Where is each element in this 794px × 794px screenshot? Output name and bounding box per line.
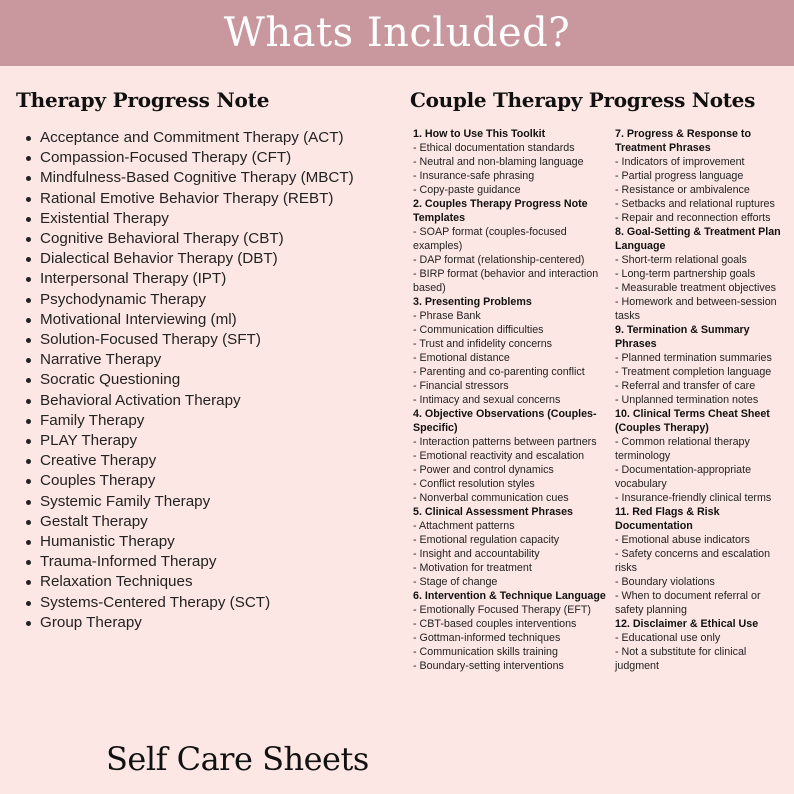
therapy-progress-note-heading: Therapy Progress Note bbox=[16, 88, 270, 112]
therapy-list-item: Narrative Therapy bbox=[26, 350, 386, 370]
toc-section-item: - Financial stressors bbox=[413, 380, 509, 392]
toc-section bbox=[413, 505, 611, 589]
toc-section-item: - BIRP format (behavior and interaction based) bbox=[413, 268, 599, 294]
toc-section bbox=[413, 197, 611, 295]
therapy-list-item: Trauma-Informed Therapy bbox=[26, 552, 386, 572]
toc-section-item: - Phrase Bank bbox=[413, 310, 481, 322]
toc-section-item: - Unplanned termination notes bbox=[615, 394, 759, 406]
toc-section-item: - Indicators of improvement bbox=[615, 156, 745, 168]
toc-section bbox=[615, 617, 787, 673]
therapy-list-item: Systems-Centered Therapy (SCT) bbox=[26, 593, 386, 613]
couple-therapy-heading: Couple Therapy Progress Notes bbox=[410, 88, 756, 112]
toc-section-item: - Communication difficulties bbox=[413, 324, 544, 336]
toc-section-item: - Boundary violations bbox=[615, 576, 715, 588]
therapy-list-item: Existential Therapy bbox=[26, 209, 386, 229]
toc-section-item: - Conflict resolution styles bbox=[413, 478, 535, 490]
toc-section bbox=[615, 225, 787, 323]
toc-section-item: - Ethical documentation standards bbox=[413, 142, 575, 154]
therapy-list-item: PLAY Therapy bbox=[26, 431, 386, 451]
toc-section-item: - Intimacy and sexual concerns bbox=[413, 394, 561, 406]
toc-section bbox=[615, 127, 787, 225]
toc-section-item: - Treatment completion language bbox=[615, 366, 772, 378]
toc-section-title: 6. Intervention & Technique Language bbox=[413, 590, 606, 602]
contents-column-2 bbox=[615, 127, 787, 673]
toc-section-title: 12. Disclaimer & Ethical Use bbox=[615, 618, 759, 630]
toc-section-item: - Common relational therapy terminology bbox=[615, 436, 750, 462]
toc-section-item: - Resistance or ambivalence bbox=[615, 184, 750, 196]
therapy-list-item: Socratic Questioning bbox=[26, 370, 386, 390]
toc-section-item: - Communication skills training bbox=[413, 646, 558, 658]
therapy-list-item: Group Therapy bbox=[26, 613, 386, 633]
toc-section-item: - Emotional distance bbox=[413, 352, 510, 364]
therapy-list-item: Compassion-Focused Therapy (CFT) bbox=[26, 148, 386, 168]
toc-section-title: 2. Couples Therapy Progress Note Templates bbox=[413, 198, 588, 224]
toc-section-item: - Setbacks and relational ruptures bbox=[615, 198, 775, 210]
toc-section-item: - Repair and reconnection efforts bbox=[615, 212, 771, 224]
therapy-list-item: Motivational Interviewing (ml) bbox=[26, 310, 386, 330]
therapy-list-item: Dialectical Behavior Therapy (DBT) bbox=[26, 249, 386, 269]
therapy-list-item: Creative Therapy bbox=[26, 451, 386, 471]
toc-section-item: - SOAP format (couples-focused examples) bbox=[413, 226, 567, 252]
toc-section-item: - Emotionally Focused Therapy (EFT) bbox=[413, 604, 591, 616]
therapy-list-item: Humanistic Therapy bbox=[26, 532, 386, 552]
toc-section-item: - Gottman-informed techniques bbox=[413, 632, 561, 644]
toc-section-title: 3. Presenting Problems bbox=[413, 296, 532, 308]
toc-section bbox=[413, 127, 611, 197]
toc-section bbox=[615, 505, 787, 617]
toc-section-item: - Documentation-appropriate vocabulary bbox=[615, 464, 752, 490]
therapy-list-item: Rational Emotive Behavior Therapy (REBT) bbox=[26, 189, 386, 209]
therapy-list-item: Cognitive Behavioral Therapy (CBT) bbox=[26, 229, 386, 249]
therapy-list-item: Psychodynamic Therapy bbox=[26, 290, 386, 310]
therapy-list-item: Family Therapy bbox=[26, 411, 386, 431]
toc-section-item: - Trust and infidelity concerns bbox=[413, 338, 552, 350]
self-care-sheets-label: Self Care Sheets bbox=[106, 740, 369, 778]
toc-section-title: 4. Objective Observations (Couples-Specific) bbox=[413, 408, 597, 434]
toc-section-item: - Motivation for treatment bbox=[413, 562, 532, 574]
therapy-list-item: Gestalt Therapy bbox=[26, 512, 386, 532]
therapy-list bbox=[16, 128, 386, 633]
toc-section-item: - Insight and accountability bbox=[413, 548, 540, 560]
toc-section-item: - Educational use only bbox=[615, 632, 721, 644]
therapy-progress-note-section bbox=[16, 88, 386, 633]
toc-section-item: - Stage of change bbox=[413, 576, 498, 588]
toc-section-item: - Attachment patterns bbox=[413, 520, 515, 532]
toc-section bbox=[413, 407, 611, 505]
toc-section bbox=[413, 589, 611, 673]
toc-section-title: 11. Red Flags & Risk Documentation bbox=[615, 506, 720, 532]
therapy-list-item: Systemic Family Therapy bbox=[26, 492, 386, 512]
toc-section-title: 7. Progress & Response to Treatment Phrases bbox=[615, 128, 752, 154]
toc-section bbox=[413, 295, 611, 407]
toc-section-title: 10. Clinical Terms Cheat Sheet (Couples Therapy) bbox=[615, 408, 770, 434]
toc-section bbox=[615, 323, 787, 407]
toc-section-item: - Power and control dynamics bbox=[413, 464, 554, 476]
toc-section-item: - Boundary-setting interventions bbox=[413, 660, 564, 672]
toc-section-item: - Partial progress language bbox=[615, 170, 744, 182]
toc-section-item: - Homework and between-session tasks bbox=[615, 296, 777, 322]
toc-section-item: - Emotional regulation capacity bbox=[413, 534, 560, 546]
toc-section-item: - When to document referral or safety planning bbox=[615, 590, 761, 616]
toc-section-item: - Short-term relational goals bbox=[615, 254, 747, 266]
toc-section-item: - Insurance-safe phrasing bbox=[413, 170, 535, 182]
therapy-list-item: Solution-Focused Therapy (SFT) bbox=[26, 330, 386, 350]
toc-section-item: - Nonverbal communication cues bbox=[413, 492, 569, 504]
toc-section-item: - CBT-based couples interventions bbox=[413, 618, 577, 630]
toc-section-item: - Emotional abuse indicators bbox=[615, 534, 750, 546]
toc-section-item: - Not a substitute for clinical judgment bbox=[615, 646, 747, 672]
toc-section-item: - Copy-paste guidance bbox=[413, 184, 521, 196]
toc-section-item: - Planned termination summaries bbox=[615, 352, 772, 364]
therapy-list-item: Mindfulness-Based Cognitive Therapy (MBCT) bbox=[26, 168, 386, 188]
toc-section-item: - Referral and transfer of care bbox=[615, 380, 756, 392]
page-title: Whats Included? bbox=[223, 10, 571, 56]
toc-section-item: - Safety concerns and escalation risks bbox=[615, 548, 771, 574]
therapy-list-item: Relaxation Techniques bbox=[26, 572, 386, 592]
toc-section-item: - Parenting and co-parenting conflict bbox=[413, 366, 585, 378]
toc-section-item: - Long-term partnership goals bbox=[615, 268, 756, 280]
toc-section-item: - Emotional reactivity and escalation bbox=[413, 450, 585, 462]
therapy-list-item: Couples Therapy bbox=[26, 471, 386, 491]
toc-section-title: 9. Termination & Summary Phrases bbox=[615, 324, 750, 350]
contents-column-1 bbox=[413, 127, 611, 673]
therapy-list-item: Behavioral Activation Therapy bbox=[26, 391, 386, 411]
toc-section-title: 8. Goal-Setting & Treatment Plan Language bbox=[615, 226, 781, 252]
toc-section bbox=[615, 407, 787, 505]
header-banner bbox=[0, 0, 794, 66]
toc-section-item: - Measurable treatment objectives bbox=[615, 282, 776, 294]
therapy-list-item: Acceptance and Commitment Therapy (ACT) bbox=[26, 128, 386, 148]
toc-section-item: - Insurance-friendly clinical terms bbox=[615, 492, 772, 504]
toc-section-item: - Neutral and non-blaming language bbox=[413, 156, 584, 168]
toc-section-title: 5. Clinical Assessment Phrases bbox=[413, 506, 573, 518]
toc-section-title: 1. How to Use This Toolkit bbox=[413, 128, 546, 140]
toc-section-item: - Interaction patterns between partners bbox=[413, 436, 597, 448]
therapy-list-item: Interpersonal Therapy (IPT) bbox=[26, 269, 386, 289]
toc-section-item: - DAP format (relationship-centered) bbox=[413, 254, 585, 266]
